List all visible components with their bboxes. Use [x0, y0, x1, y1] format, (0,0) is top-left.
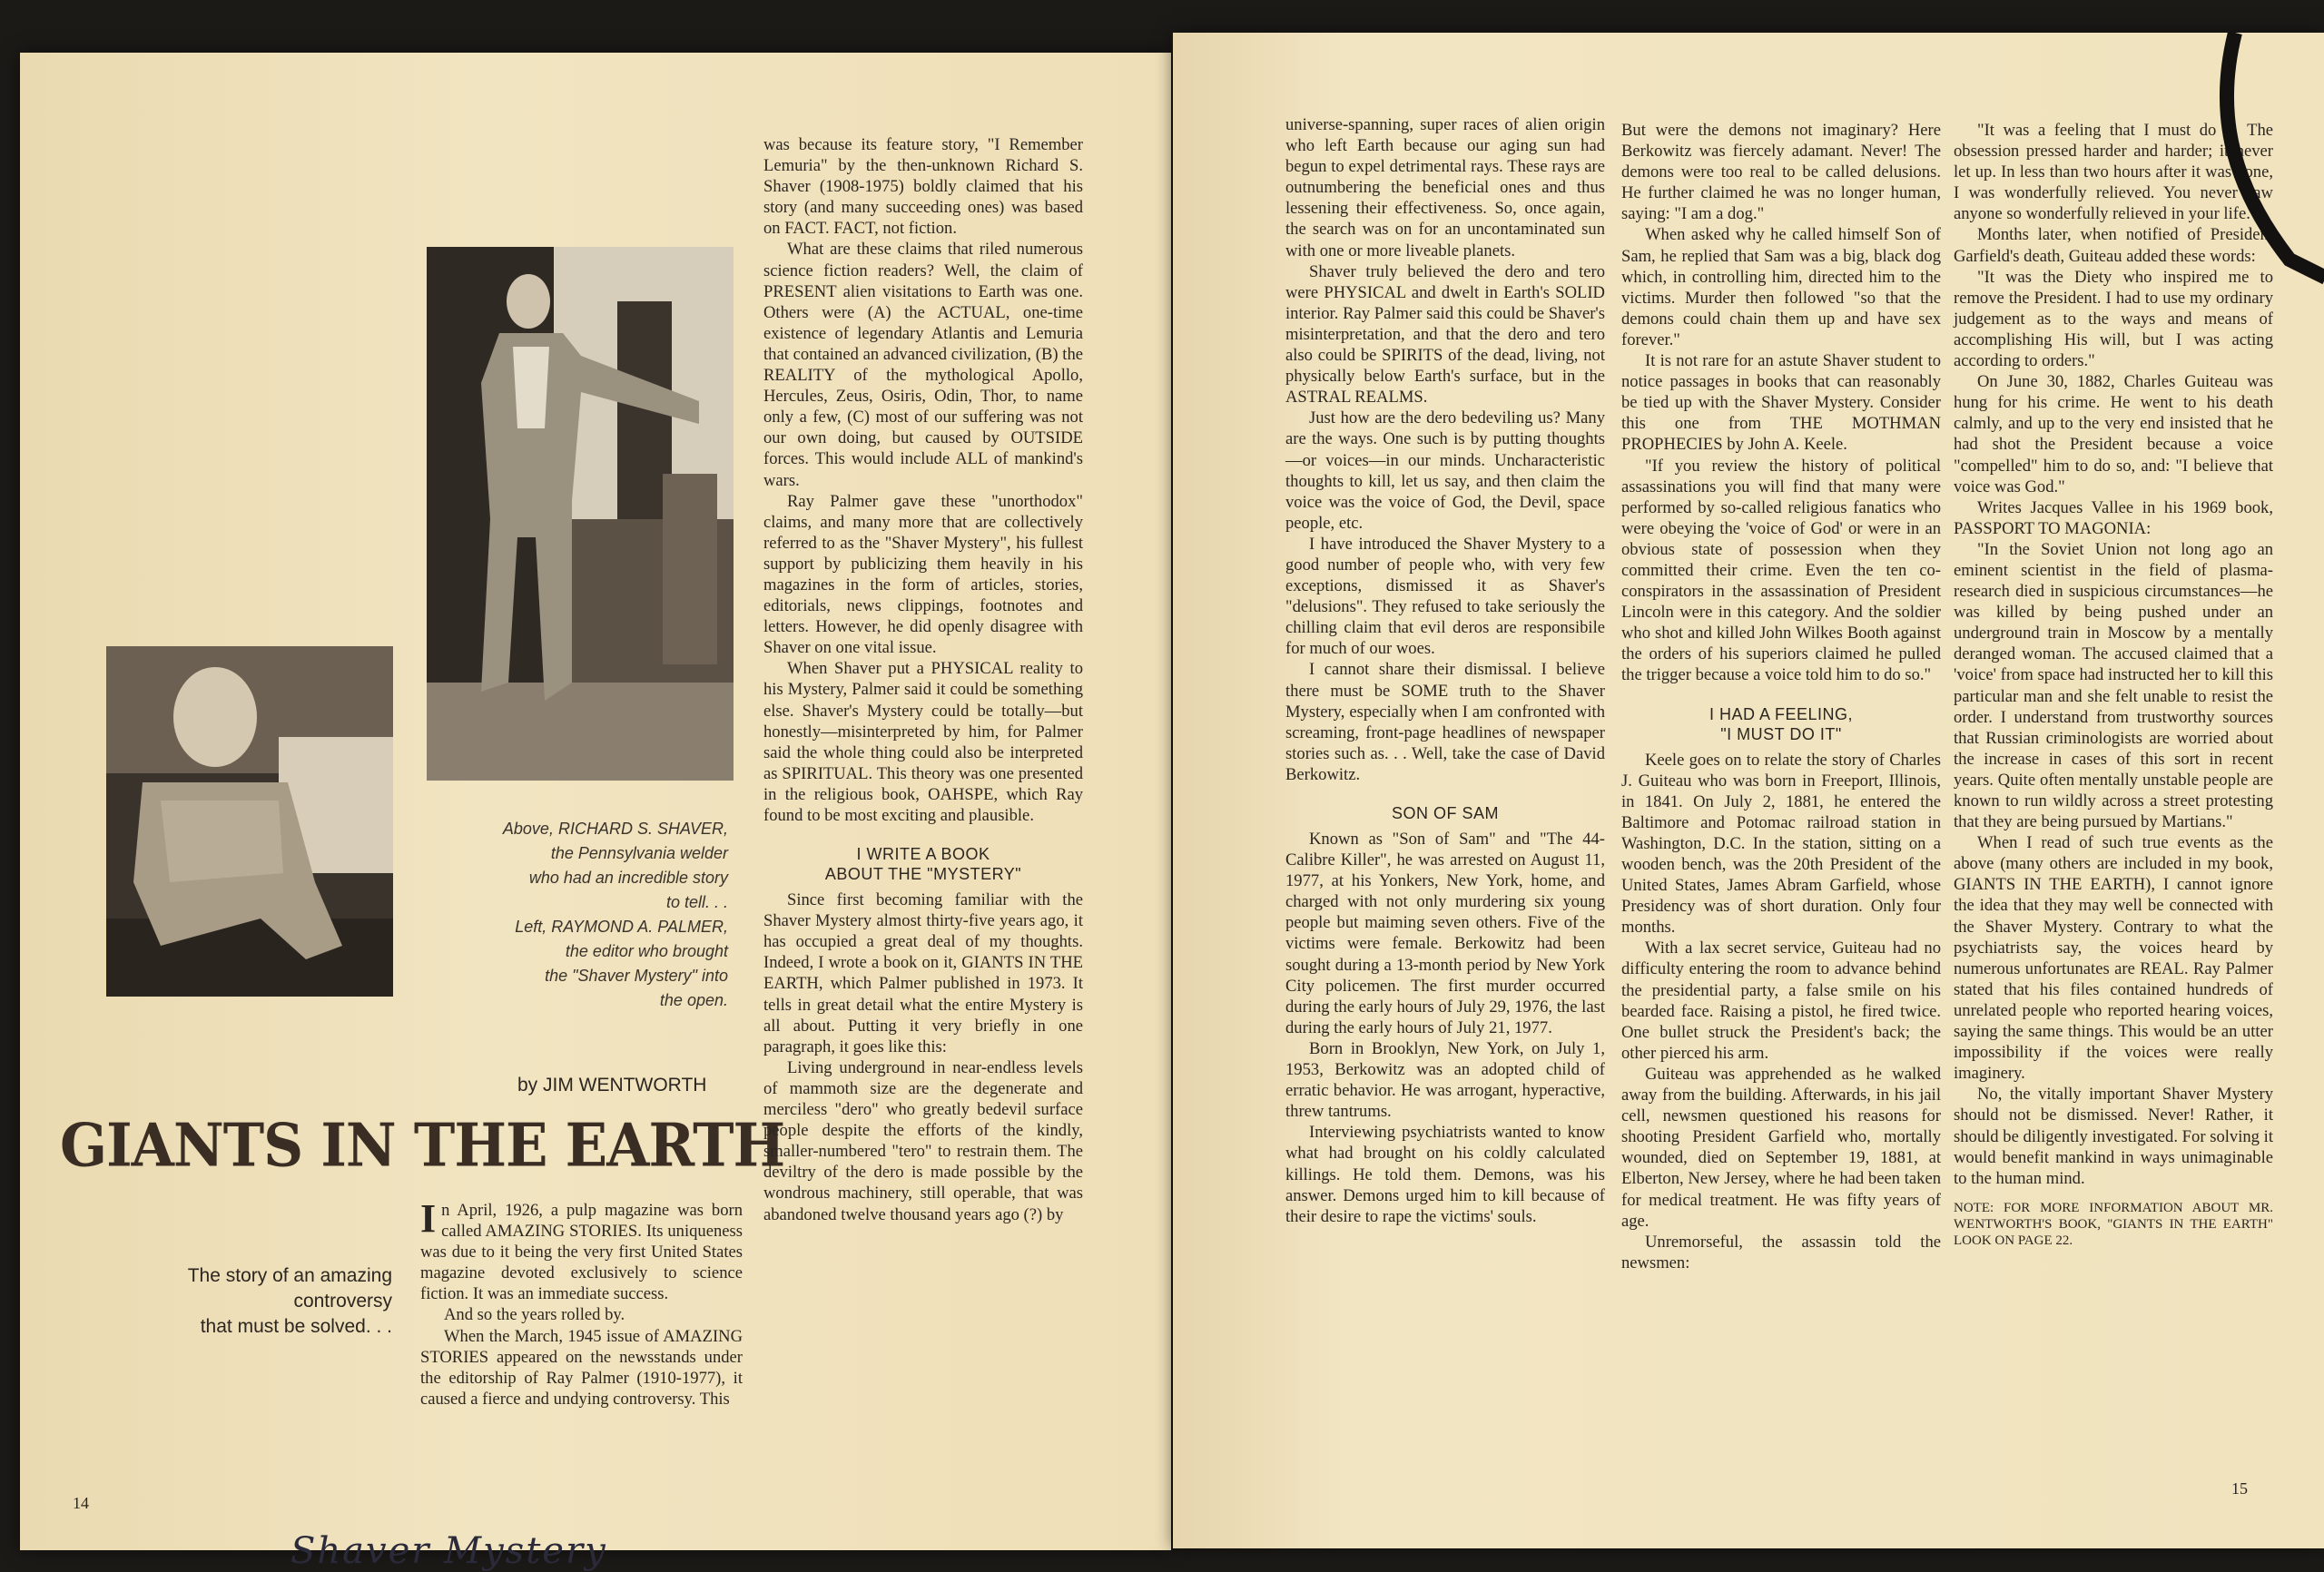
page-number-left: 14: [73, 1494, 89, 1512]
paragraph: Born in Brooklyn, New York, on July 1, 1953, Berkowitz was an adopted child of erratic behavior. He was arrogant, hyperactive, threw tantrums.: [1285, 1038, 1605, 1122]
section-heading: I WRITE A BOOK ABOUT THE "MYSTERY": [824, 845, 1022, 884]
paragraph: When Shaver put a PHYSICAL reality to his Mystery, Palmer said it could be something else. Shaver's Mystery could be totally—but honestly—misinterpreted by him, for Palmer said the whole thing could also be interpreted as SPIRITUAL. This theory was one presented in the religious book, OAHSPE, which Ray found to be most exciting and plausible.: [763, 659, 1083, 825]
paragraph: When asked why he called himself Son of Sam, he replied that Sam was a big, black dog which, in controlling him, directed him to the victims. Murder then followed "so that the demons could chain them up and have sex forever.": [1621, 225, 1941, 349]
paragraph: was because its feature story, "I Remember Lemuria" by the then-unknown Richard S. Shaver (1908-1975) boldly claimed that his story (and many succeeding ones) was based on FACT. FACT, not fiction.: [763, 135, 1083, 239]
paragraph: In April, 1926, a pulp magazine was born called AMAZING STORIES. Its uniqueness was due to it being the very first United States magazine devoted exclusively to science fiction. It was an immediate success.: [420, 1196, 743, 1304]
paragraph: Shaver truly believed the dero and tero were PHYSICAL and dwelt in Earth's SOLID interior. Ray Palmer said this could be Shaver's misinterpretation, and that the dero and tero also could be SPIRITS of the dead, living, not physically below Earth's surface, but in the ASTRAL REALMS.: [1285, 261, 1605, 408]
section-heading: I HAD A FEELING, "I MUST DO IT": [1709, 704, 1854, 743]
paragraph: Months later, when notified of President Garfield's death, Guiteau added these words:: [1954, 225, 2273, 266]
handwritten-note: Shaver Mystery: [290, 1530, 607, 1572]
byline: by JIM WENTWORTH: [517, 1075, 707, 1095]
paragraph: It is not rare for an astute Shaver student to notice passages in books that can reasonably be tied up with the Shaver Mystery. Consider this one from THE MOTHMAN PROPHECIES by John A. Keele.: [1621, 351, 1941, 455]
photo-richard-shaver: [427, 247, 734, 781]
paragraph: When I read of such true events as the above (many others are included in my book, GIANTS IN THE EARTH), I cannot ignore the idea that they may well be connected with the Shaver Mystery. Contrary to what the psychiatrists say, the voices heard by numerous unfortunates are REAL. Ray Palmer stated that his files contained hundreds of unrelated people who reported hearing voices, saying the same things. This would be an utter impossibility if the voices were really imaginery.: [1954, 833, 2273, 1084]
paragraph: And so the years rolled by.: [444, 1305, 625, 1325]
cable-decoration: [2208, 33, 2324, 305]
right-page: [1173, 33, 2324, 1548]
paragraph: Interviewing psychiatrists wanted to know what had brought on his coldly calculated killings. He told them. Demons, was his answer. Demons urged him to kill because of their desire to rape the victims' souls.: [1285, 1123, 1605, 1226]
paragraph: But were the demons not imaginary? Here Berkowitz was fiercely adamant. Never! The demons were too real to be called delusions. He further claimed he was no longer human, saying: "I am a dog.": [1621, 121, 1941, 224]
column-1: [420, 1196, 743, 1410]
photo-caption: Above, RICHARD S. SHAVER, the Pennsylvania welder who had an incredible story to tell. . . Left, RAYMOND A. PALMER, the editor who brought the "Shaver Mystery" into the open.: [502, 820, 728, 1009]
column-2: [763, 134, 1083, 1225]
paragraph: With a lax secret service, Guiteau had no difficulty entering the room to advance behind the presidential party, a false smile on his bearded face. Raising a pistol, he fired twice. One bullet struck the President's back; the other pierced his arm.: [1621, 938, 1941, 1063]
left-page: [20, 53, 1171, 1550]
paragraph: Keele goes on to relate the story of Charles J. Guiteau who was born in Freeport, Illinois, in 1841. On July 2, 1881, he entered the Baltimore and Potomac railroad station in Washington, D.C. In the station, sitting on a wooden bench, was the 20th President of the United States, James Abram Garfield, whose Presidency was of short duration. Only four months.: [1621, 750, 1941, 938]
paragraph: Ray Palmer gave these "unorthodox" claims, and many more that are collectively referred to as the "Shaver Mystery", his fullest support by publicizing them heavily in his magazines in the form of articles, stories, editorials, news clippings, footnotes and letters. However, he did openly disagree with Shaver on one vital issue.: [763, 491, 1083, 658]
article-title: GIANTS IN THE EARTH: [60, 1111, 785, 1181]
section-heading: SON OF SAM: [1391, 804, 1499, 822]
paragraph: Known as "Son of Sam" and "The 44-Calibre Killer", he was arrested on August 11, 1977, at his Yonkers, New York, home, and charged with not only murdering six young people but maiming seven others. Five of the victims were female. Berkowitz had been sought during a 13-month period by New York City policemen. The first murder occurred during the early hours of July 29, 1976, the last during the early hours of July 21, 1977.: [1285, 830, 1605, 1037]
page-number-right: 15: [2231, 1479, 2248, 1498]
paragraph: "It was a feeling that I must do it. The obsession pressed harder and harder; it never let up. In less than two hours after it was done, I was wonderfully relieved. You never saw anyone so wonderfully relieved in your life.": [1954, 121, 2273, 224]
column-4: [1621, 120, 1941, 1273]
paragraph: No, the vitally important Shaver Mystery should not be dismissed. Never! Rather, it should be diligently investigated. For solving it would benefit mankind in ways unimaginable to the human mind.: [1954, 1085, 2273, 1188]
paragraph: Just how are the dero bedeviling us? Many are the ways. One such is by putting thoughts—or voices—in our minds. Uncharacteristic thoughts to kill, let us say, and then claim the voice was the voice of God, the Devil, space people, etc.: [1285, 408, 1605, 533]
paragraph: "If you review the history of political assassinations you will find that many were performed by so-called religious fanatics who were obeying the 'voice of God' or were in an obvious state of possession when they committed their crime. Even the ten co-conspirators in the assassination of President Lincoln were in this category. And the soldier who shot and killed John Wilkes Booth against the orders of his superiors claimed he pulled the trigger because a voice told him to do so.": [1621, 456, 1941, 685]
article-deck: The story of an amazing controversy that must be solved. . .: [187, 1265, 392, 1337]
paragraph: Writes Jacques Vallee in his 1969 book, PASSPORT TO MAGONIA:: [1954, 497, 2273, 538]
paragraph: What are these claims that riled numerous science fiction readers? Well, the claim of PRESENT alien visitations to Earth was one. Others were (A) the ACTUAL, one-time existence of legendary Atlantis and Lemuria that contained an advanced civilization, (B) the REALITY of the mythological Apollo, Hercules, Zeus, Osiris, Odin, Thor, to name only a few, (C) most of our suffering was not our own doing, but caused by OUTSIDE forces. This would include ALL of mankind's wars.: [763, 240, 1083, 490]
paragraph: Unremorseful, the assassin told the newsmen:: [1621, 1232, 1941, 1272]
paragraph: When the March, 1945 issue of AMAZING STORIES appeared on the newsstands under the editorship of Ray Palmer (1910-1977), it caused a fierce and undying controversy. This: [420, 1326, 743, 1409]
column-3: [1285, 114, 1605, 1227]
paragraph: On June 30, 1882, Charles Guiteau was hung for his crime. He went to his death calmly, and up to the very end insisted that he had shot the President because a voice "compelled" him to do so, and: "I believe that voice was God.": [1954, 372, 2273, 496]
paragraph: universe-spanning, super races of alien origin who left Earth because our aging sun had begun to expel detrimental rays. These rays are outnumbering the beneficial ones and thus lessening their effectiveness. So, once again, the search was on for an uncontaminated sun with one or more liveable planets.: [1285, 115, 1605, 260]
paragraph: Guiteau was apprehended as he walked away from the building. Afterwards, in his jail cell, newsmen questioned his reasons for shooting President Garfield who, mortally wounded, died on September 19, 1881, at Elberton, New Jersey, where he had been taken for medical treatment. He was fifty years of age.: [1621, 1064, 1941, 1231]
drop-cap: I: [420, 1196, 437, 1241]
editor-note: NOTE: FOR MORE INFORMATION ABOUT MR. WENTWORTH'S BOOK, "GIANTS IN THE EARTH" LOOK ON PAGE 22.: [1954, 1200, 2273, 1248]
paragraph: Living underground in near-endless levels of mammoth size are the degenerate and merciless "dero" who greatly bedevil surface people despite the efforts of the kindly, smaller-numbered "tero" to restrain them. The deviltry of the dero is made possible by the wondrous machinery, still operable, that was abandoned twelve thousand years ago (?) by: [763, 1057, 1083, 1224]
photo-raymond-palmer: [106, 646, 393, 997]
paragraph: "It was the Diety who inspired me to remove the President. I had to use my ordinary judgement as to the ways and means of accomplishing His will, but I was acting according to orders.": [1954, 267, 2273, 371]
paragraph: Since first becoming familiar with the Shaver Mystery almost thirty-five years ago, it has occupied a great deal of my thoughts. Indeed, I wrote a book on it, GIANTS IN THE EARTH, which Palmer published in 1973. It tells in great detail what the entire Mystery is all about. Putting it very briefly in one paragraph, it goes like this:: [763, 890, 1083, 1056]
paragraph: I cannot share their dismissal. I believe there must be SOME truth to the Shaver Mystery, especially when I am confronted with screaming, front-page headlines of newspaper stories such as. . . Well, take the case of David Berkowitz.: [1285, 660, 1605, 784]
paragraph: "In the Soviet Union not long ago an eminent scientist in the field of plasma-research died in suspicious circumstances—he was killed by being pushed under an underground train in Moscow by a mentally deranged woman. The accused claimed that a 'voice' from space had instructed her to kill this particular man and she felt unable to resist the order. I understand from trustworthy sources that Russian criminologists are worried about the increase in cases of this sort in recent years. Quite often mentally unstable people are known to run wildly across a street protesting that they are being pursued by Martians.": [1954, 539, 2273, 832]
paragraph: I have introduced the Shaver Mystery to a good number of people who, with very few exceptions, dismissed it as Shaver's "delusions". They refused to take seriously the chilling claim that evil deros are responsibile for much of our woes.: [1285, 534, 1605, 659]
